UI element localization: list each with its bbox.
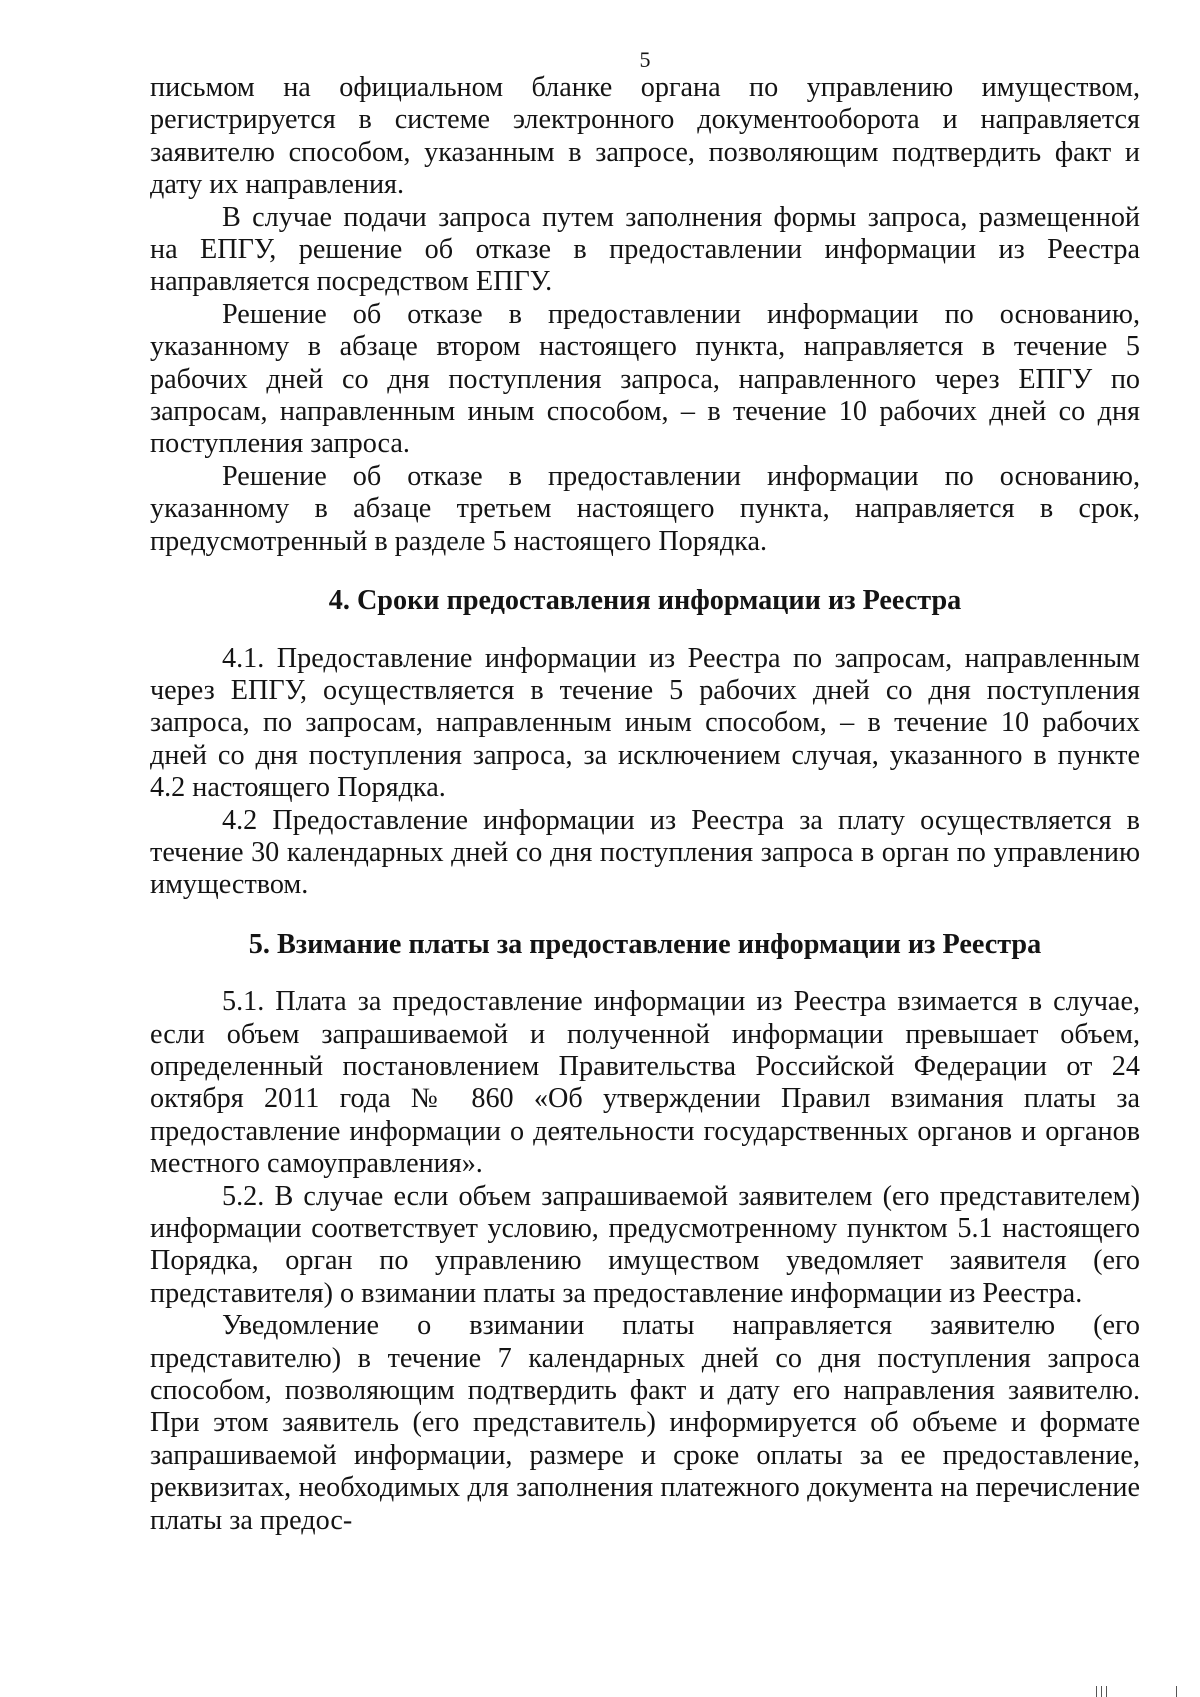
- paragraph-intro-4: Решение об отказе в предоставлении информации по основанию, указанному в абзаце третьем настоящего пункта, направляется в срок, предусмотренный в разделе 5 настоящего Порядка.: [150, 460, 1140, 557]
- paragraph-intro-1: письмом на официальном бланке органа по управлению имуществом, регистрируется в системе электронного документооборота и направляется заявителю способом, указанным в запросе, позволяющим подтвердить факт и дату их направления.: [150, 72, 1140, 201]
- paragraph-5-1: 5.1. Плата за предоставление информации из Реестра взимается в случае, если объем запрашиваемой и полученной информации превышает объем, определенный постановлением Правительства Российской Федерации от 24 октября 2011 года № 860 «Об утверждении Правил взимания платы за предоставление информации о деятельности государственных органов и органов местного самоуправления».: [150, 986, 1140, 1180]
- spacer: [150, 961, 1140, 986]
- document-body: [150, 72, 1140, 1537]
- paragraph-intro-2: В случае подачи запроса путем заполнения формы запроса, размещенной на ЕПГУ, решение об отказе в предоставлении информации из Реестра направляется посредством ЕПГУ.: [150, 201, 1140, 298]
- paragraph-4-2: 4.2 Предоставление информации из Реестра за плату осуществляется в течение 30 календарных дней со дня поступления запроса в орган по управлению имуществом.: [150, 804, 1140, 901]
- section-4-heading: 4. Сроки предоставления информации из Реестра: [328, 585, 962, 617]
- paragraph-intro-3: Решение об отказе в предоставлении информации по основанию, указанному в абзаце втором настоящего пункта, направляется в течение 5 рабочих дней со дня поступления запроса, направленного через ЕПГУ по запросам, направленным иным способом, – в течение 10 рабочих дней со дня поступления запроса.: [150, 298, 1140, 460]
- page-number: 5: [639, 47, 651, 72]
- spacer: [150, 902, 1140, 929]
- spacer: [150, 558, 1140, 585]
- paragraph-5-2: 5.2. В случае если объем запрашиваемой заявителем (его представителем) информации соответствует условию, предусмотренному пунктом 5.1 настоящего Порядка, орган по управлению имуществом уведомляет заявителя (его представителя) о взимании платы за предоставление информации из Реестра.: [150, 1180, 1140, 1309]
- scan-edge-marks: [1090, 1683, 1180, 1697]
- paragraph-4-1: 4.1. Предоставление информации из Реестра по запросам, направленным через ЕПГУ, осуществляется в течение 5 рабочих дней со дня поступления запроса, по запросам, направленным иным способом, – в течение 10 рабочих дней со дня поступления запроса, за исключением случая, указанного в пункте 4.2 настоящего Порядка.: [150, 642, 1140, 804]
- section-5-heading: 5. Взимание платы за предоставление информации из Реестра: [248, 928, 1042, 960]
- spacer: [150, 618, 1140, 643]
- paragraph-5-3: Уведомление о взимании платы направляется заявителю (его представителю) в течение 7 календарных дней со дня поступления запроса способом, позволяющим подтвердить факт и дату его направления заявителю. При этом заявитель (его представитель) информируется об объеме и формате запрашиваемой информации, размере и сроке оплаты за ее предоставление, реквизитах, необходимых для заполнения платежного документа на перечисление платы за предос-: [150, 1310, 1140, 1536]
